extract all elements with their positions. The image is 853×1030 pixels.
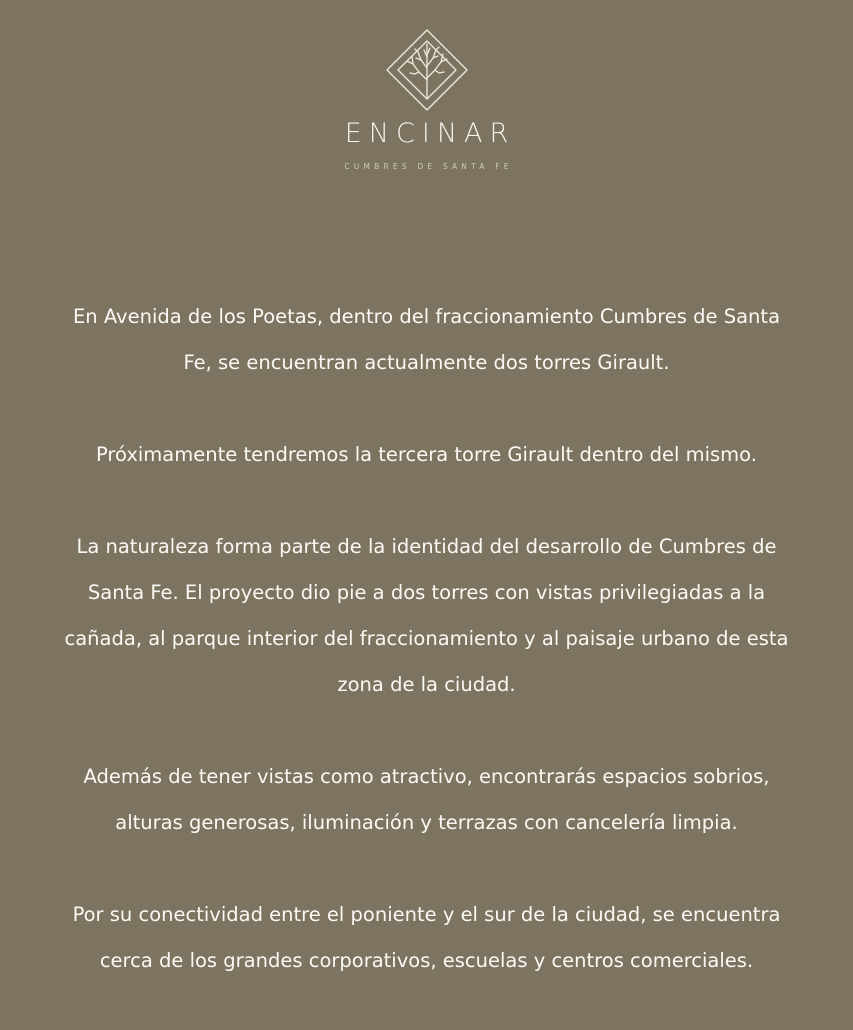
paragraph-location (18, 294, 835, 386)
brand-tagline: CUMBRES DE SANTA FE (344, 162, 513, 171)
brand-logo (0, 28, 853, 171)
paragraph-nature (18, 524, 835, 708)
text-line: alturas generosas, iluminación y terrazas con cancelería limpia. (115, 811, 738, 834)
text-line: En Avenida de los Poetas, dentro del fraccionamiento Cumbres de Santa (72, 305, 781, 328)
text-line: Por su conectividad entre el poniente y el sur de la ciudad, se encuentra (72, 903, 781, 926)
text-line: La naturaleza forma parte de la identidad del desarrollo de Cumbres de (76, 535, 777, 558)
text-line: cerca de los grandes corporativos, escuelas y centros comerciales. (99, 949, 754, 972)
text-line: zona de la ciudad. (337, 673, 516, 696)
description-text (18, 294, 835, 984)
brand-wordmark: ENCINAR (344, 118, 516, 149)
paragraph-upcoming-tower (18, 432, 835, 478)
paragraph-amenities (18, 754, 835, 846)
tree-in-diamond-icon (385, 28, 469, 112)
text-line: Próximamente tendremos la tercera torre Girault dentro del mismo. (96, 443, 757, 466)
text-line: Santa Fe. El proyecto dio pie a dos torres con vistas privilegiadas a la (87, 581, 766, 604)
text-line: Fe, se encuentran actualmente dos torres Girault. (183, 351, 670, 374)
text-line: Además de tener vistas como atractivo, encontrarás espacios sobrios, (83, 765, 770, 788)
text-line: cañada, al parque interior del fraccionamiento y al paisaje urbano de esta (64, 627, 789, 650)
paragraph-connectivity (18, 892, 835, 984)
